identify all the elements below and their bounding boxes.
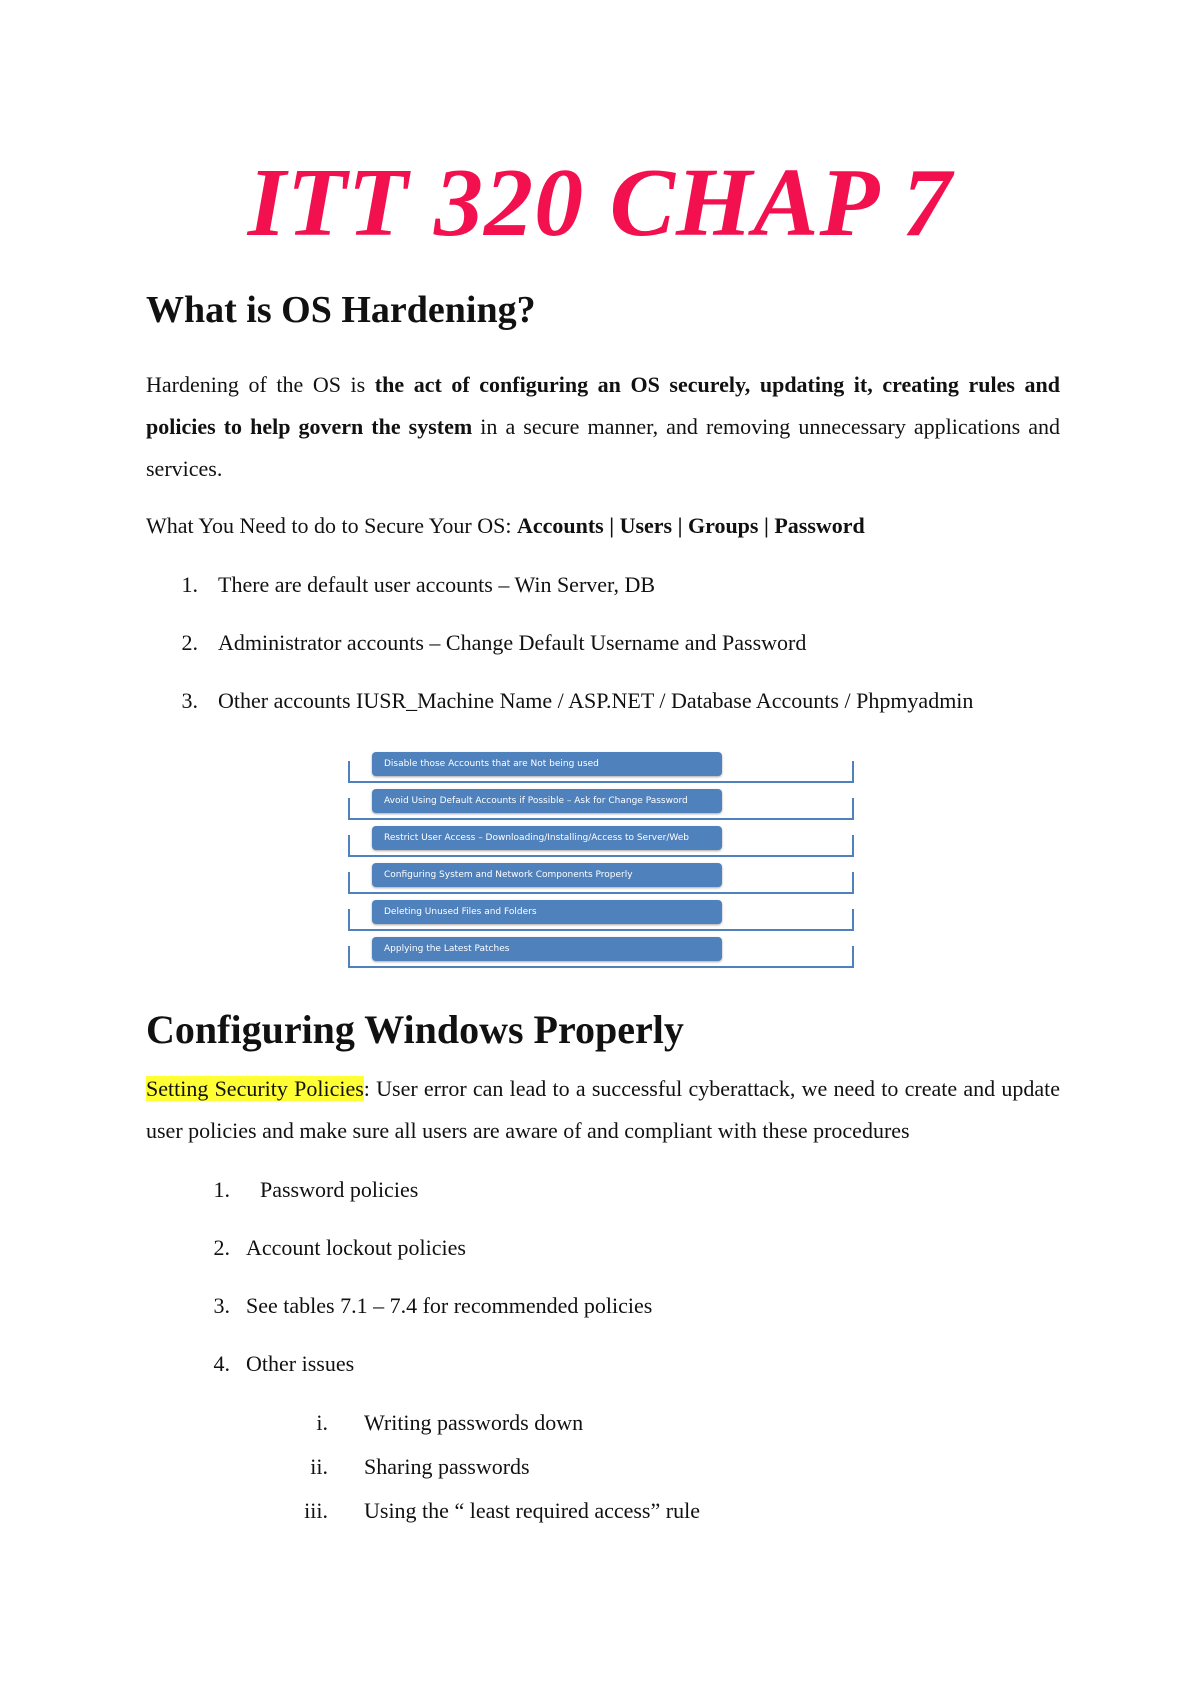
list-item: There are default user accounts – Win Server, DB	[218, 572, 656, 597]
secure-os-label: What You Need to do to Secure Your OS:	[146, 513, 517, 538]
diagram-row	[348, 937, 854, 967]
list-number: 2.	[213, 1235, 230, 1260]
secure-os-items: Accounts | Users | Groups | Password	[516, 513, 865, 538]
section-heading-configuring-windows: Configuring Windows Properly	[146, 1007, 684, 1052]
list-number: 3.	[213, 1293, 230, 1318]
sublist-item: Sharing passwords	[364, 1454, 530, 1479]
sublist-number: ii.	[310, 1454, 328, 1479]
list-number: 1.	[213, 1177, 230, 1202]
list-item: Other accounts IUSR_Machine Name / ASP.NET / Database Accounts / Phpmyadmin	[218, 688, 974, 713]
diagram-row	[348, 863, 854, 893]
sublist-item: Writing passwords down	[364, 1410, 584, 1435]
list-number: 3.	[181, 688, 198, 713]
diagram-row-label: Disable those Accounts that are Not being used	[372, 752, 722, 776]
sublist-number: i.	[316, 1410, 328, 1435]
diagram-row-label: Configuring System and Network Components Properly	[372, 863, 722, 887]
list-item: Password policies	[260, 1177, 419, 1202]
diagram-row-label: Deleting Unused Files and Folders	[372, 900, 722, 924]
sublist-number: iii.	[304, 1498, 328, 1523]
para-text-start: Hardening of the OS is	[146, 372, 375, 397]
list-item: Administrator accounts – Change Default Username and Password	[218, 630, 807, 655]
os-hardening-paragraph	[146, 364, 1060, 490]
diagram-row	[348, 752, 854, 782]
highlighted-term: Setting Security Policies	[146, 1076, 364, 1101]
hardening-steps-diagram	[348, 752, 854, 976]
list-item: See tables 7.1 – 7.4 for recommended policies	[246, 1293, 653, 1318]
diagram-row	[348, 826, 854, 856]
sublist-item: Using the “ least required access” rule	[364, 1498, 700, 1523]
list-number: 2.	[181, 630, 198, 655]
diagram-row-label: Applying the Latest Patches	[372, 937, 722, 961]
para-text-bold: the act of configuring an OS securely, updating it, creating rules and policies to help govern the system	[146, 372, 1060, 439]
list-number: 1.	[181, 572, 198, 597]
para-text-end: in a secure manner, and removing unnecessary applications and services.	[146, 414, 1060, 481]
diagram-row-label: Avoid Using Default Accounts if Possible – Ask for Change Password	[372, 789, 722, 813]
diagram-row	[348, 789, 854, 819]
list-number: 4.	[213, 1351, 230, 1376]
section-heading-os-hardening: What is OS Hardening?	[146, 289, 536, 331]
list-item: Other issues	[246, 1351, 355, 1376]
diagram-row	[348, 900, 854, 930]
security-policies-paragraph	[146, 1068, 1060, 1152]
diagram-row-label: Restrict User Access – Downloading/Installing/Access to Server/Web	[372, 826, 722, 850]
list-item: Account lockout policies	[246, 1235, 466, 1260]
page-title: ITT 320 CHAP 7	[247, 149, 953, 257]
policies-text: : User error can lead to a successful cyberattack, we need to create and update user policies and make sure all users are aware of and compliant with these procedures	[146, 1076, 1060, 1143]
secure-os-line	[146, 512, 865, 540]
